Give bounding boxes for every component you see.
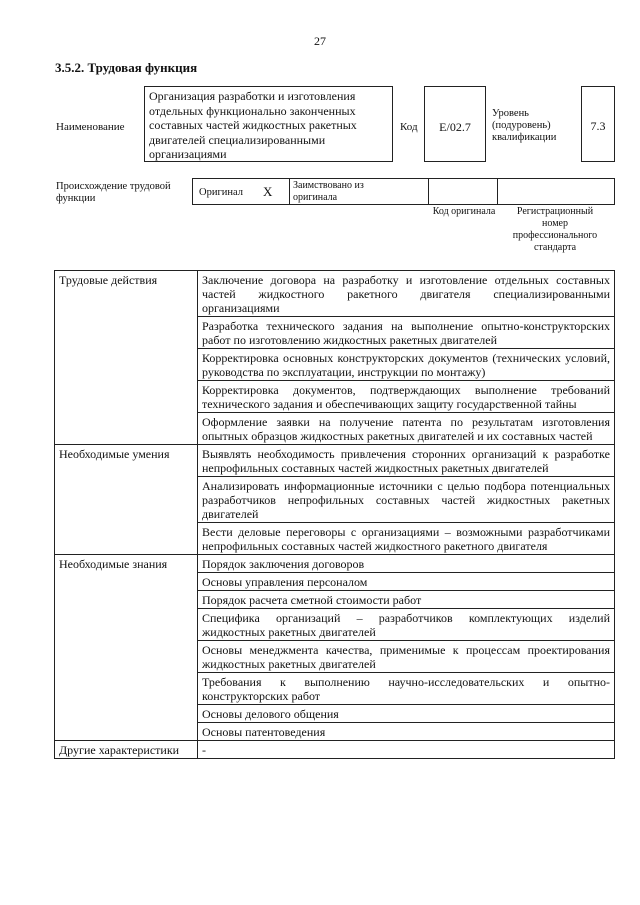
item-cell: Порядок расчета сметной стоимости работ (198, 591, 615, 609)
borrowed-label: Заимствовано из оригинала (293, 180, 364, 203)
table-row (55, 555, 615, 573)
code-label: Код (400, 121, 418, 133)
item-cell: Основы делового общения (198, 705, 615, 723)
category-cell: Другие характеристики (55, 741, 198, 759)
item-cell: Корректировка документов, подтверждающих выполнение требований технического задания и обеспечивающих защиту государственной тайны (198, 381, 615, 413)
level-value: 7.3 (590, 119, 606, 133)
level-label: Уровень (подуровень) квалификации (492, 108, 557, 143)
reg-number-caption: Регистрационный номер профессионального стандарта (512, 206, 598, 253)
item-cell: Анализировать информационные источники с целью подбора потенциальных разработчиков непрофильных составных частей жидкостных ракетных двигателей (198, 477, 615, 523)
item-cell: Корректировка основных конструкторских документов (технических условий, руководства по эксплуатации, инструкции по монтажу) (198, 349, 615, 381)
borrowed-cell (289, 178, 429, 205)
section-heading: 3.5.2. Трудовая функция (55, 60, 198, 75)
page-number: 27 (314, 34, 326, 48)
item-cell: Выявлять необходимость привлечения сторонних организаций к разработке непрофильных составных частей жидкостных ракетных двигателей (198, 445, 615, 477)
item-cell: Порядок заключения договоров (198, 555, 615, 573)
table-row (55, 445, 615, 477)
reg-number-cell (497, 178, 615, 205)
original-mark: X (263, 184, 273, 199)
code-box (424, 86, 486, 162)
name-label: Наименование (56, 121, 125, 133)
item-cell: - (198, 741, 615, 759)
item-cell: Оформление заявки на получение патента по результатам изготовления опытных образцов жидкостных ракетных двигателей и их составных частей (198, 413, 615, 445)
function-name: Организация разработки и изготовления отдельных функционально законченных составных частей жидкостных ракетных двигателей специализированными организациями (149, 89, 357, 161)
original-cell (192, 178, 290, 205)
function-details-body (55, 271, 615, 759)
item-cell: Специфика организаций – разработчиков комплектующих изделий жидкостных ракетных двигателей (198, 609, 615, 641)
function-name-box (144, 86, 393, 162)
item-cell: Разработка технического задания на выполнение опытно-конструкторских работ по изготовлению жидкостных ракетных двигателей (198, 317, 615, 349)
item-cell: Основы менеджмента качества, применимые к процессам проектирования жидкостных ракетных двигателей (198, 641, 615, 673)
level-box (581, 86, 615, 162)
item-cell: Основы патентоведения (198, 723, 615, 741)
function-details-table (54, 270, 615, 759)
table-row (55, 271, 615, 317)
origin-table (192, 178, 615, 205)
item-cell: Основы управления персоналом (198, 573, 615, 591)
table-row (55, 741, 615, 759)
category-cell: Трудовые действия (55, 271, 198, 445)
item-cell: Требования к выполнению научно-исследовательских и опытно-конструкторских работ (198, 673, 615, 705)
code-value: E/02.7 (439, 120, 471, 134)
item-cell: Вести деловые переговоры с организациями – возможными разработчиками непрофильных составных частей жидкостного ракетного двигателя (198, 523, 615, 555)
category-cell: Необходимые умения (55, 445, 198, 555)
item-cell: Заключение договора на разработку и изготовление отдельных составных частей жидкостного ракетного двигателя специализированными организациями (198, 271, 615, 317)
origin-code-cell (428, 178, 498, 205)
origin-code-caption: Код оригинала (432, 206, 496, 217)
original-label: Оригинал (199, 187, 243, 198)
category-cell: Необходимые знания (55, 555, 198, 741)
origin-label: Происхождение трудовой функции (56, 181, 171, 204)
